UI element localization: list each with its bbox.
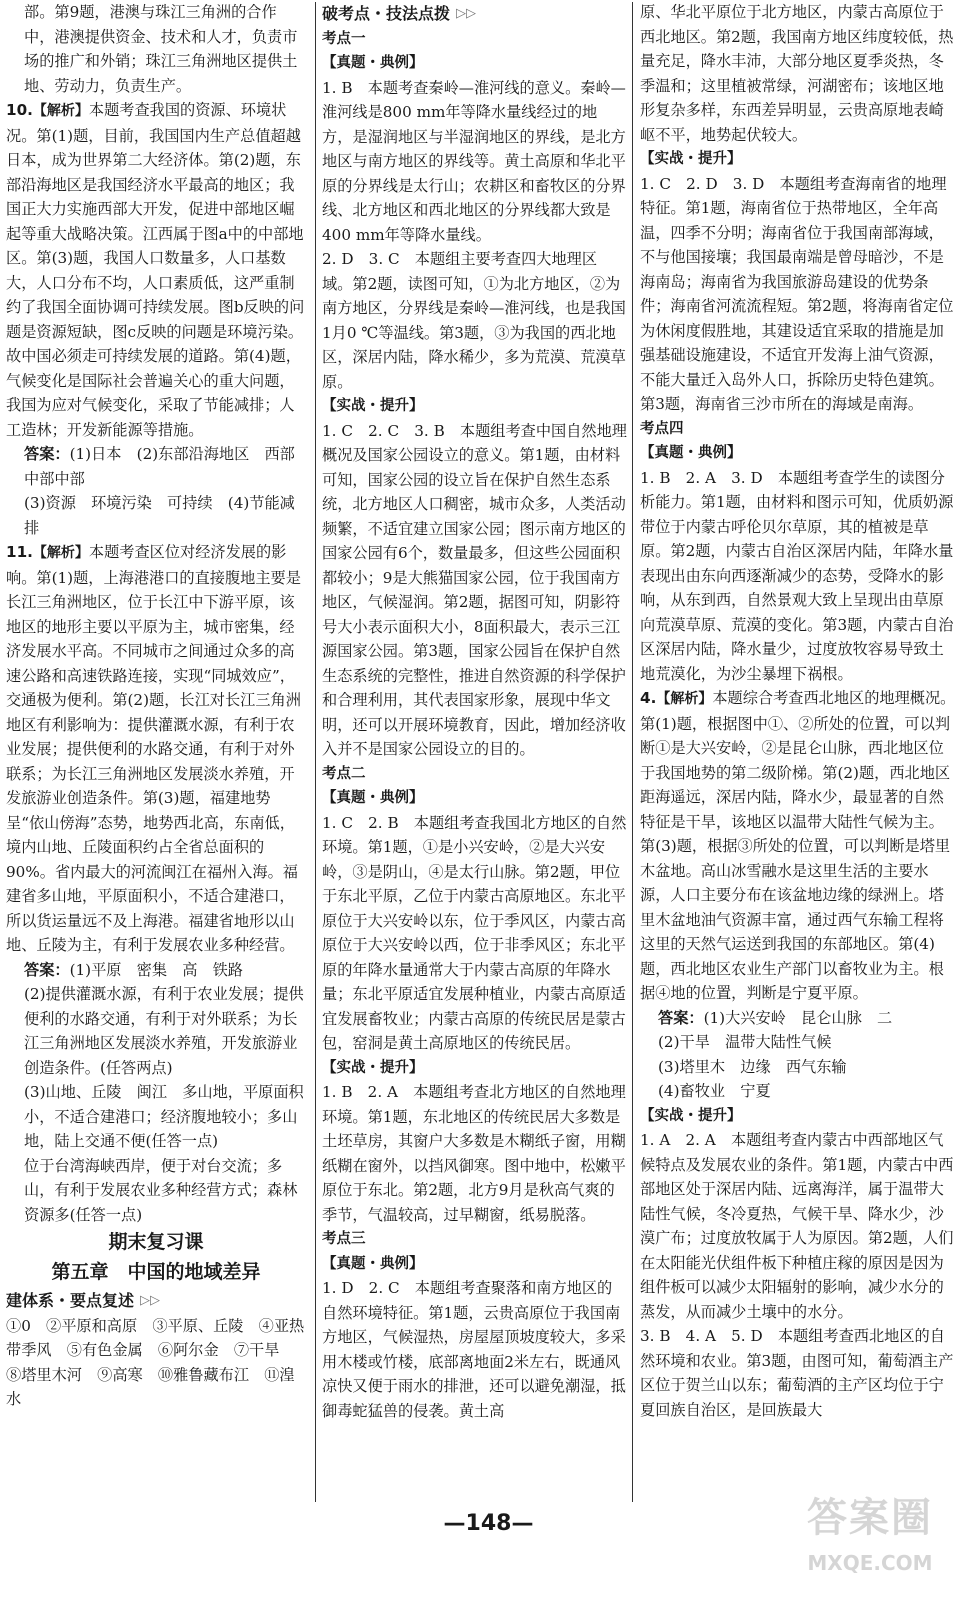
answer-11-part2: (2)提供灌溉水源，有利于农业发展；提供便利的水路交通，有利于对外联系；为长江三角洲地区发展淡水养殖，开发旅游业创造条件。(任答两点) bbox=[24, 985, 304, 1077]
watermark-logo bbox=[770, 1488, 970, 1596]
kaodian-2-heading: 考点二 bbox=[322, 765, 366, 782]
zhenti-tag: 【真题・典例】 bbox=[322, 55, 424, 71]
chapter-title: 第五章 中国的地域差异 bbox=[51, 1261, 261, 1283]
shizhan-tag: 【实战・提升】 bbox=[322, 398, 424, 414]
column-middle bbox=[322, 0, 627, 1505]
paragraph-continuation: 原、华北平原位于北方地区，内蒙古高原位于西北地区。第2题，我国南方地区纬度较低，热量充足，降水丰沛，大部分地区夏季炎热，冬季温和；这里植被常绿，河湖密布；该地区地形复杂多样，东西差异明显，云贵高原地表崎岖不平，地势起伏较大。 bbox=[640, 3, 954, 144]
kaodian-2-shizhan-q1: 1. B 2. A 本题组考查北方地区的自然地理环境。第1题，东北地区的传统民居大多数是土坯草房，其窗户大多数是木糊纸子窗，用糊纸糊在窗外，以挡风御寒。图中地中，松嫩平原位于东北。第2题，北方9月是秋高气爽的季节，气温较高，过早糊窗，纸易脱落。 bbox=[322, 1083, 626, 1224]
kaodian-3-heading: 考点三 bbox=[322, 1231, 366, 1247]
answer-label: 答案： bbox=[658, 1008, 704, 1027]
analysis-tag: 【解析】 bbox=[32, 545, 89, 561]
kaodian-2-zhenti-q1: 1. C 2. B 本题组考查我国北方地区的自然环境。第1题，①是小兴安岭，②是大兴安岭，③是阴山，④是太行山脉。第2题，甲位于东北平原，乙位于内蒙古高原地区。东北平原位于大兴安岭以东，位于季风区，内蒙古高原位于大兴安岭以西，位于非季风区；东北平原的年降水量通常大于内蒙古高原的年降水量；东北平原适宜发展种植业，内蒙古高原适宜发展畜牧业；内蒙古高原的传统民居是蒙古包，窑洞是黄土高原地区的传统民居。 bbox=[322, 813, 627, 1052]
shizhan-tag: 【实战・提升】 bbox=[322, 1059, 424, 1076]
kaodian-1-heading: 考点一 bbox=[322, 30, 366, 47]
kaodian-4-zhenti-q1: 1. B 2. A 3. D 本题组考查学生的读图分析能力。第1题，由材料和图示可知，优质奶源带位于内蒙古呼伦贝尔草原，其的植被是草原。第2题，内蒙古自治区深居内陆，年降水量表现出由东向西逐渐减少的态势，受降水的影响，从东到西，自然景观大致上呈现出由草原向荒漠草原、荒漠的变化。第3题，内蒙古自治区深居内陆，降水量少，过度放牧容易导致土地荒漠化，为沙尘暴埋下祸根。 bbox=[640, 468, 954, 683]
section-title bbox=[322, 2, 627, 27]
column-divider bbox=[315, 2, 316, 1502]
kaodian-3-zhenti-q1: 1. D 2. C 本题组考查聚落和南方地区的自然环境特征。第1题，云贵高原位于我国南方地区，气候湿热，房屋屋顶坡度较大，多采用木楼或竹楼，底部离地面2米左右，既通风凉快又便于雨水的排泄，还可以避免潮湿，抵御毒蛇猛兽的侵袭。黄土高 bbox=[322, 1279, 626, 1420]
column-divider bbox=[632, 2, 633, 1502]
analysis-text: 本题考查我国的资源、环境状况。第(1)题，目前，我国国内生产总值超越日本，成为世界第二大经济体。第(2)题，东部沿海地区是我国经济水平最高的地区；我国正大力实施西部大开发，促进中部地区崛起等重大战略决策。江西属于图a中的中部地区。第(3)题，我国人口数量多，人口基数大，人口分布不均，人口素质低，这严重制约了我国全面协调可持续发展。图b反映的问题是资源短缺，图c反映的问题是环境污染。故中国必须走可持续发展的道路。第(4)题，气候变化是国际社会普遍关心的重大问题，我国为应对气候变化，采取了节能减排；人工造林；开发新能源等措施。 bbox=[6, 101, 305, 439]
kaodian-1-zhenti-q1: 1. B 本题考查秦岭—淮河线的意义。秦岭—淮河线是800 mm年等降水量线经过的地方，是湿润地区与半湿润地区的界线，是北方地区与南方地区的界线等。黄土高原和华北平原的分界线是太行山；农耕区和畜牧区的分界线、北方地区和西北地区的分界线都大致是400 mm年等降水量线。 bbox=[322, 78, 626, 244]
column-left bbox=[6, 0, 311, 1505]
double-chevron-icon: ▷▷ bbox=[456, 6, 477, 21]
question-number: 10. bbox=[6, 101, 33, 119]
page-number: —148— bbox=[443, 1511, 534, 1536]
answer-10 bbox=[6, 442, 311, 491]
answer-4 bbox=[640, 1006, 958, 1031]
answer-10-part2: (3)资源 环境污染 可持续 (4)节能减排 bbox=[24, 494, 295, 537]
paragraph-continuation: 部。第9题，港澳与珠江三角洲的合作中，港澳提供资金、技术和人才，负责市场的推广和外销；珠江三角洲地区提供土地、劳动力，负责生产。 bbox=[24, 3, 298, 95]
system-section-title bbox=[6, 1289, 306, 1314]
answer-text: (1)大兴安岭 昆仑山脉 二 bbox=[703, 1008, 893, 1027]
answer-4-part2: (2)干旱 温带大陆性气候 bbox=[658, 1033, 832, 1051]
question-10 bbox=[6, 98, 306, 442]
zhenti-tag: 【真题・典例】 bbox=[322, 1255, 424, 1272]
watermark-url: MXQE.COM bbox=[807, 1551, 933, 1575]
kaodian-4-shizhan-q3: 3. B 4. A 5. D 本题组考查西北地区的自然环境和农业。第3题，由图可知，葡萄酒主产区位于贺兰山以东；葡萄酒的主产区均位于宁夏回族自治区，是回族最大 bbox=[640, 1327, 954, 1419]
kaodian-3-shizhan-q1: 1. C 2. D 3. D 本题组考查海南省的地理特征。第1题，海南省位于热带地区，全年高温，四季不分明；海南省位于我国南部海域，不与他国接壤；我国最南端是曾母暗沙，不是海南岛；海南省为我国旅游岛建设的优势条件；海南省河流流程短。第2题，将海南省定位为休闲度假胜地，其建设适宜采取的措施是加强基础设施建设，不适宜开发海上油气资源，不能大量迁入岛外人口，拆除历史特色建筑。第3题，海南省三沙市所在的海域是南海。 bbox=[640, 174, 954, 413]
kaodian-1-shizhan-q1: 1. C 2. C 3. B 本题组考查中国自然地理概况及国家公园设立的意义。第1题，由材料可知，国家公园的设立旨在保护自然生态系统，北方地区人口稠密，城市众多，人类活动频繁，不适宜建立国家公园；图示南方地区的国家公园有6个，数量最多，但这些公园面积都较小；9是大熊猫国家公园，位于我国南方地区，气候湿润。第2题，据图可知，阴影符号大小表示面积大小，8面积最大，表示三江源国家公园。第3题，国家公园旨在保护自然生态系统的完整性，推进自然资源的科学保护和合理利用，其代表国家形象，展现中华文明，还可以开展环境教育，因此，增加经济收入并不是国家公园设立的目的。 bbox=[322, 421, 627, 758]
column-right bbox=[640, 0, 958, 1505]
answer-label: 答案： bbox=[24, 960, 70, 979]
watermark-logo-text: 答案圈 bbox=[807, 1495, 933, 1541]
answer-11-part3: (3)山地、丘陵 闽江 多山地，平原面积小，不适合建港口；经济腹地较小；多山地，陆上交通不便(任答一点) bbox=[24, 1083, 304, 1150]
question-number: 11. bbox=[6, 543, 33, 561]
answer-4-part4: (4)畜牧业 宁夏 bbox=[658, 1082, 771, 1100]
answer-11-part4: 位于台湾海峡西岸，便于对台交流；多山，有利于发展农业多种经营方式；森林资源多(任答一点) bbox=[24, 1156, 298, 1224]
analysis-text: 本题考查区位对经济发展的影响。第(1)题，上海港港口的直接腹地主要是长江三角洲地区，位于长江中下游平原，该地区的地形主要以平原为主，城市密集，经济发展水平高。不同城市之间通过众多的高速公路和高速铁路连接，实现“同城效应”，交通极为便利。第(2)题，长江对长江三角洲地区有利影响为：提供灌溉水源，有利于农业发展；提供便利的水路交通，有利于对外联系；为长江三角洲地区发展淡水养殖，开发旅游业创造条件。第(3)题，福建地势呈“依山傍海”态势，地势西北高，东南低，境内山地、丘陵面积约占全省总面积的90%。省内最大的河流闽江在福州入海。福建省多山地，平原面积小，不适合建港口，所以货运量远不及上海港。福建省地形以山地、丘陵为主，有利于发展农业多种经营。 bbox=[6, 543, 301, 954]
answer-label: 答案： bbox=[24, 445, 70, 463]
zhenti-tag: 【真题・典例】 bbox=[322, 790, 424, 806]
question-number: 4. bbox=[640, 689, 657, 707]
kaodian-4-question-4 bbox=[640, 686, 958, 1006]
analysis-tag: 【解析】 bbox=[32, 103, 89, 119]
kaodian-1-zhenti-q2: 2. D 3. C 本题组主要考查四大地理区域。第2题，读图可知，①为北方地区，②为南方地区，分界线是秦岭—淮河线，也是我国1月0 ℃等温线。第3题，③为我国的西北地区，深居内陆，降水稀少，多为荒漠、荒漠草原。 bbox=[322, 250, 626, 391]
shizhan-tag: 【实战・提升】 bbox=[640, 1107, 742, 1124]
system-items: ①0 ②平原和高原 ③平原、丘陵 ④亚热带季风 ⑤有色金属 ⑥阿尔金 ⑦干旱 ⑧塔里木河 ⑨高寒 ⑩雅鲁藏布江 ⑪湟水 bbox=[6, 1316, 305, 1408]
zhenti-tag: 【真题・典例】 bbox=[640, 445, 742, 461]
kaodian-4-heading: 考点四 bbox=[640, 420, 684, 437]
kaodian-4-shizhan-q1: 1. A 2. A 本题组考查内蒙古中西部地区气候特点及发展农业的条件。第1题，内蒙古中西部地区处于深居内陆、远离海洋，属于温带大陆性气候，冬冷夏热，气候干旱、降水少，沙漠广布；过度放牧属于人为原因。第2题，人们在太阳能光伏组件板下种植庄稼的原因是因为组件板可以减少太阳辐射的影响，减少水分的蒸发，从而减少土壤中的水分。 bbox=[640, 1131, 954, 1321]
review-title: 期末复习课 bbox=[108, 1231, 204, 1253]
shizhan-tag: 【实战・提升】 bbox=[640, 151, 742, 167]
answer-text: (1)日本 (2)东部沿海地区 西部 中部中部 bbox=[24, 445, 311, 488]
answer-text: (1)平原 密集 高 铁路 bbox=[69, 960, 243, 979]
answer-11 bbox=[6, 958, 306, 983]
section-title-label: 破考点・技法点拨 bbox=[322, 4, 451, 23]
double-chevron-icon: ▷▷ bbox=[140, 1293, 161, 1308]
question-11 bbox=[6, 540, 306, 958]
analysis-text: 本题综合考查西北地区的地理概况。第(1)题，根据图中①、②所处的位置，可以判断①是大兴安岭，②是昆仑山脉，西北地区位于我国地势的第二级阶梯。第(2)题，西北地区距海遥远，深居内陆，降水少，最显著的自然特征是干旱，该地区以温带大陆性气候为主。第(3)题，根据③所处的位置，可以判断是塔里木盆地。高山冰雪融水是这里生活的主要水源，人口主要分布在该盆地边缘的绿洲上。塔里木盆地油气资源丰富，通过西气东输工程将这里的天然气运送到我国的东部地区。第(4)题，西北地区农业生产部门以畜牧业为主。根据④地的位置，判断是宁夏平原。 bbox=[640, 689, 956, 1002]
analysis-tag: 【解析】 bbox=[656, 691, 713, 707]
system-section-label: 建体系・要点复述 bbox=[6, 1291, 135, 1310]
answer-4-part3: (3)塔里木 边缘 西气东输 bbox=[658, 1057, 847, 1076]
